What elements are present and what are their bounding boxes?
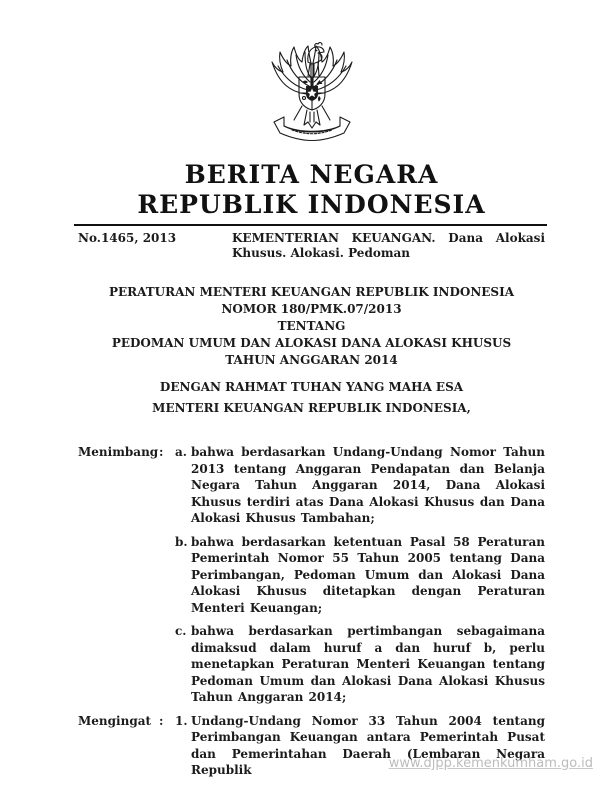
regulation-year-line: TAHUN ANGGARAN 2014	[225, 353, 398, 367]
invocation-line: DENGAN RAHMAT TUHAN YANG MAHA ESA	[159, 380, 464, 394]
consideration-item-c	[175, 623, 545, 706]
item-text: bahwa berdasarkan ketentuan Pasal 58 Peraturan Pemerintah Nomor 55 Tahun 2005 tentang Dana Perimbangan, Pedoman Umum dan Alokasi Dana Alokasi Khusus ditetapkan dengan Peraturan Menteri Keuangan;	[191, 534, 545, 615]
subject-keywords: KEMENTERIAN KEUANGAN. Dana Alokasi Khusus. Alokasi. Pedoman	[232, 231, 545, 260]
item-marker: a.	[175, 445, 187, 459]
regulation-tentang-line: TENTANG	[277, 319, 346, 333]
item-text: Undang-Undang Nomor 33 Tahun 2004 tentang Perimbangan Keuangan antara Pemerintah Pusat dan Pemerintahan Daerah (Lembaran Negara Republik	[191, 713, 545, 777]
gazette-title-line1: BERITA NEGARA	[184, 160, 439, 189]
item-text: bahwa berdasarkan pertimbangan sebagaimana dimaksud dalam huruf a dan huruf b, perlu menetapkan Peraturan Menteri Keuangan tentang Pedoman Umum dan Alokasi Dana Alokasi Khusus Tahun Anggaran 2014;	[191, 624, 545, 704]
item-marker: b.	[175, 534, 188, 549]
issuer-line: MENTERI KEUANGAN REPUBLIK INDONESIA,	[152, 401, 471, 415]
clause-mengingat	[78, 713, 545, 786]
regulation-title-line: PERATURAN MENTERI KEUANGAN REPUBLIK INDONESIA	[108, 285, 515, 299]
item-marker: 1.	[175, 713, 188, 728]
preamble	[78, 444, 545, 786]
item-marker: c.	[175, 624, 187, 638]
clause-colon: :	[159, 445, 164, 459]
masthead-divider	[74, 224, 547, 226]
masthead-row	[78, 231, 545, 261]
consideration-item-a	[175, 444, 545, 527]
clause-label: Mengingat	[78, 713, 152, 728]
regulation-number-line: NOMOR 180/PMK.07/2013	[221, 302, 402, 316]
garuda-icon	[266, 42, 358, 142]
garuda-pancasila-emblem	[266, 42, 358, 142]
invocation-block	[78, 377, 545, 419]
gazette-title-line2: REPUBLIK INDONESIA	[137, 190, 486, 219]
item-text: bahwa berdasarkan Undang-Undang Nomor Tahun 2013 tentang Anggaran Pendapatan dan Belanja Negara Tahun Anggaran 2014, Dana Alokasi Khusus terdiri atas Dana Alokasi Khusus dan Dana Alokasi Khusus Tambahan;	[191, 445, 545, 525]
consideration-item-b	[175, 534, 545, 617]
regulation-subject-line: PEDOMAN UMUM DAN ALOKASI DANA ALOKASI KHUSUS	[111, 336, 512, 350]
watermark-link[interactable]: www.djpp.kemenkumham.go.id	[388, 756, 593, 771]
clause-menimbang	[78, 444, 545, 713]
clause-colon: :	[159, 713, 164, 728]
clause-label: Menimbang	[78, 445, 159, 459]
issue-number: No.1465, 2013	[78, 231, 177, 245]
regulation-title-block	[78, 284, 545, 369]
